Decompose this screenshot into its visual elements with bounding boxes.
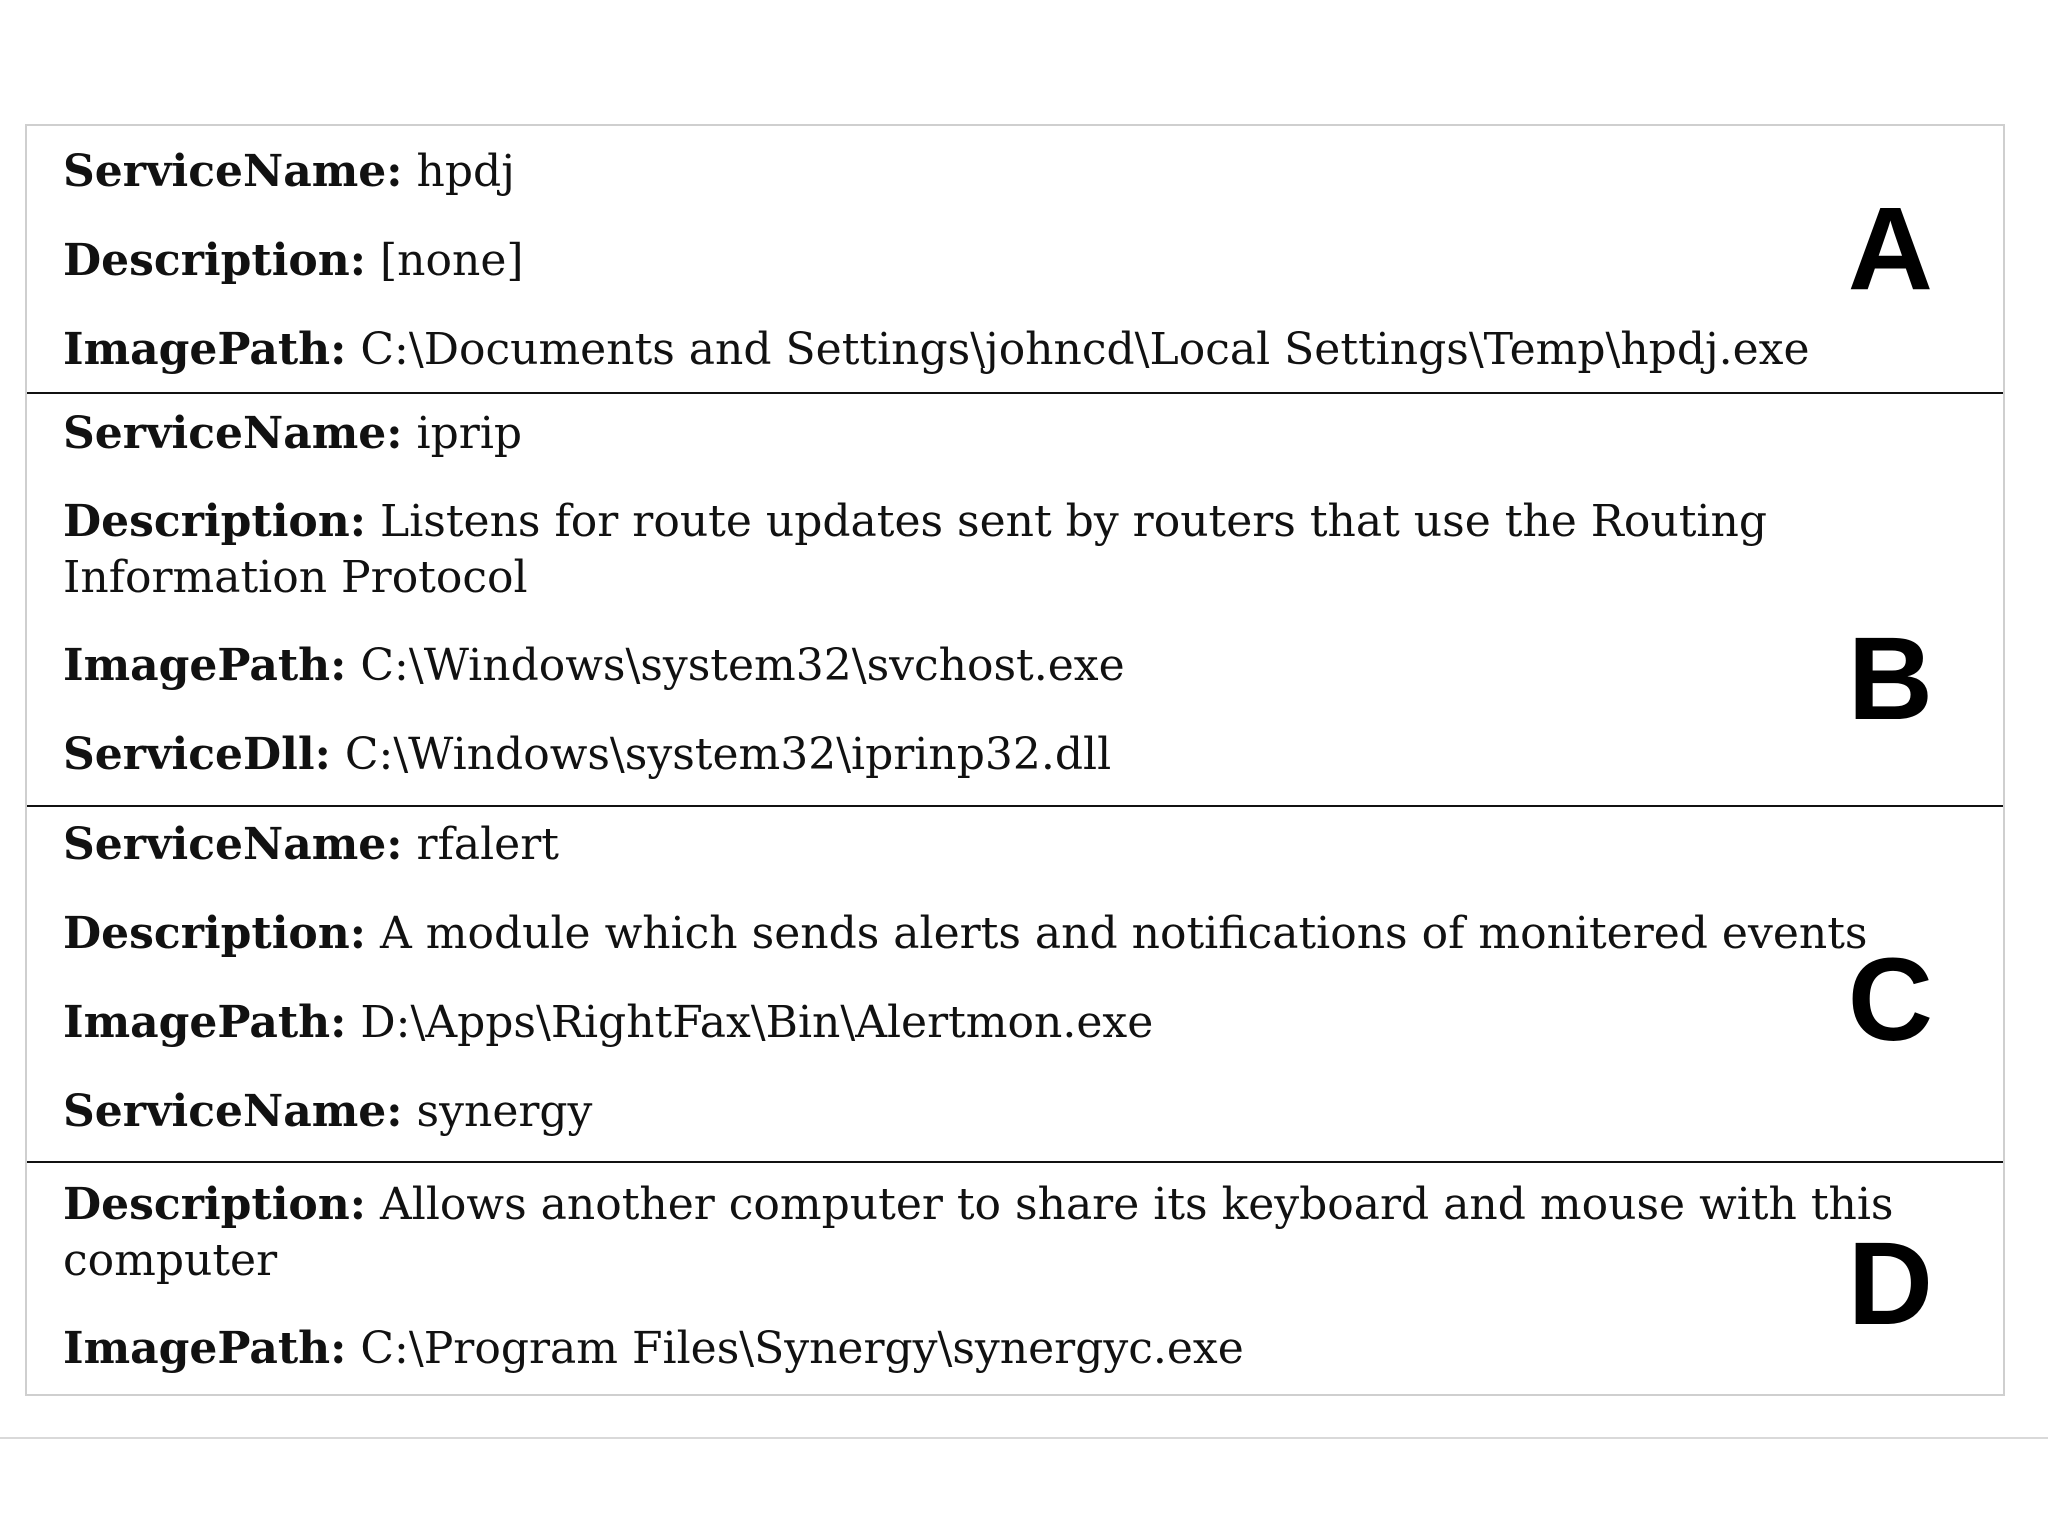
service-section-b [27, 394, 2003, 807]
field-label: ServiceName: [63, 408, 403, 459]
field-value: C:\Windows\system32\iprinp32.dll [344, 729, 1112, 780]
field-value: iprip [416, 408, 523, 459]
field-row [63, 1084, 592, 1140]
field-row [63, 906, 1867, 962]
field-row [63, 494, 2003, 606]
field-label: ServiceDll: [63, 729, 331, 780]
field-row [63, 322, 1810, 378]
field-value: rfalert [416, 819, 559, 870]
field-label: Description: [63, 496, 366, 547]
field-value: Listens for route updates sent by routers that use the Routing Information Protocol [63, 496, 1767, 603]
field-row [63, 233, 524, 289]
field-value: C:\Windows\system32\svchost.exe [360, 640, 1125, 691]
field-label: ImagePath: [63, 1323, 347, 1374]
service-section-a [27, 126, 2003, 394]
field-value: Allows another computer to share its keyboard and mouse with this computer [63, 1179, 1894, 1286]
field-row [63, 638, 1125, 694]
field-row [63, 727, 1111, 783]
field-value: A module which sends alerts and notifications of monitered events [380, 908, 1868, 959]
field-value: D:\Apps\RightFax\Bin\Alertmon.exe [360, 997, 1154, 1048]
field-value: C:\Documents and Settings\johncd\Local Settings\Temp\hpdj.exe [360, 324, 1810, 375]
field-row [63, 1177, 2003, 1289]
field-label: Description: [63, 1179, 366, 1230]
section-letter: A [1847, 183, 1933, 315]
section-letter: D [1847, 1218, 1933, 1350]
field-row [63, 1321, 1244, 1377]
field-value: C:\Program Files\Synergy\synergyc.exe [360, 1323, 1244, 1374]
field-value: hpdj [416, 146, 515, 197]
field-label: ImagePath: [63, 324, 347, 375]
field-value: synergy [416, 1086, 593, 1137]
field-value: [none] [380, 235, 524, 286]
field-label: Description: [63, 908, 366, 959]
service-table [25, 124, 2005, 1396]
field-label: ImagePath: [63, 640, 347, 691]
service-section-c [27, 807, 2003, 1163]
field-label: Description: [63, 235, 366, 286]
bottom-divider [0, 1437, 2048, 1439]
field-label: ServiceName: [63, 1086, 403, 1137]
section-letter: C [1847, 934, 1933, 1066]
field-row [63, 406, 522, 462]
field-label: ImagePath: [63, 997, 347, 1048]
field-row [63, 817, 559, 873]
field-row [63, 144, 515, 200]
field-label: ServiceName: [63, 146, 403, 197]
section-letter: B [1847, 613, 1933, 745]
field-label: ServiceName: [63, 819, 403, 870]
service-section-d [27, 1163, 2003, 1394]
field-row [63, 995, 1153, 1051]
